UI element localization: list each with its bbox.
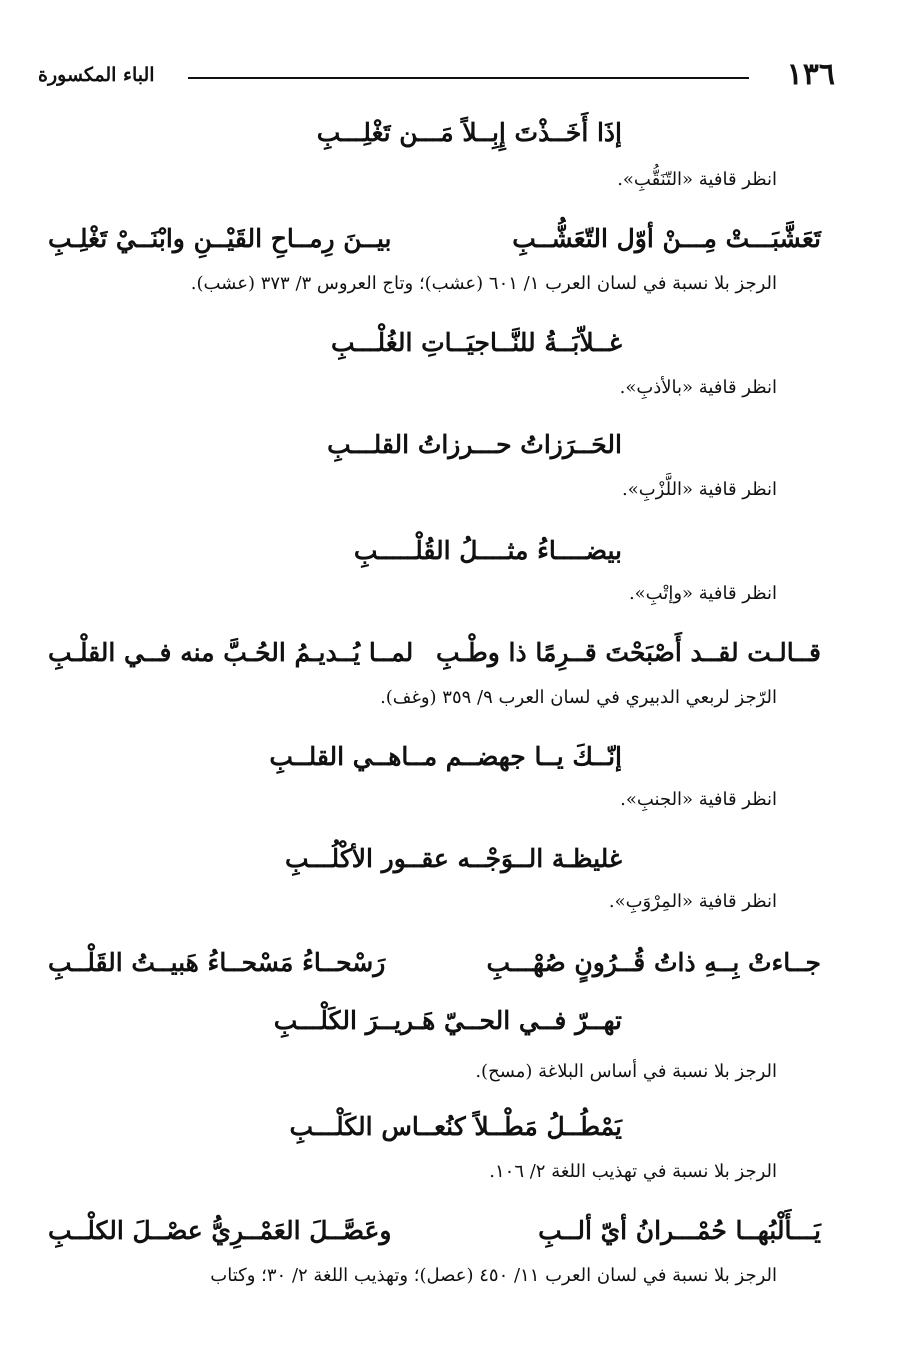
- note: انظر قافية «بالأذبِ».: [619, 377, 777, 398]
- verse-second-line: تهــرّ فــي الحــيّ هَـريــرَ الكَلْـــبِ: [273, 1006, 622, 1035]
- verse: غليظـة الــوَجْــه عقــور الأكْلُـــبِ: [285, 844, 622, 873]
- verse-hemistich-right: جــاءتْ بِــهِ ذاتُ قُــرُونٍ صُهْـــبِ: [486, 948, 821, 977]
- verse-hemistich-left: وعَصَّــلَ العَمْــرِيُّ عصْــلَ الكلْــبِ: [48, 1216, 392, 1245]
- note: انظر قافية «اللَّزْبِ».: [622, 479, 777, 500]
- verse-hemistich-right: قــالـت لقــد أَصْبَحْتَ قــرِمًا ذا وطْـبِ: [436, 638, 821, 667]
- note: انظر قافية «المِرْوَبِ».: [608, 891, 777, 912]
- note: الرجز بلا نسبة في لسان العرب ١/ ٦٠١ (عشب)؛ وتاج العروس ٣/ ٣٧٣ (عشب).: [190, 273, 777, 294]
- page-header: [38, 58, 835, 94]
- verse-hemistich-right: يَـــأَلْبُهــا حُمْـــرانُ أيّ ألــبِ: [538, 1216, 821, 1245]
- verse: يَمْطُــلُ مَطْــلاً كنُعــاس الكَلْـــبِ: [289, 1112, 622, 1141]
- running-title: الباء المكسورة: [38, 64, 155, 86]
- note: انظر قافية «التّنَقُّبِ».: [617, 169, 777, 190]
- verse: الحَــرَزاتُ حـــرزاتُ القلـــبِ: [327, 430, 622, 459]
- note: الرجز بلا نسبة في لسان العرب ١١/ ٤٥٠ (عصل)؛ وتهذيب اللغة ٢/ ٣٠؛ وكتاب: [210, 1265, 777, 1286]
- note: الرّجز لربعي الدبيري في لسان العرب ٩/ ٣٥٩ (وغف).: [380, 687, 777, 708]
- verse: غــلاّبَــةُ للنَّــاجيَــاتِ الغُلْـــبِ: [331, 328, 622, 357]
- note: الرجز بلا نسبة في تهذيب اللغة ٢/ ١٠٦.: [489, 1161, 777, 1182]
- verse: إنّــكَ يــا جهضــم مــاهــي القلــبِ: [269, 742, 622, 771]
- verse-hemistich-right: تَعَشَّبَـــتْ مِـــنْ أوّل التّعَشُّــبِ: [512, 224, 821, 253]
- page-number: ١٣٦: [786, 57, 835, 92]
- verse-hemistich-left: بيــنَ رِمــاحِ القَيْــنِ وابْنَــيْ تَغْلِـبِ: [48, 224, 392, 253]
- note: الرجز بلا نسبة في أساس البلاغة (مسح).: [475, 1061, 777, 1082]
- verse: إذَا أَخَــذْتَ إِبِــلاً مَـــن تَغْلِـــبِ: [316, 118, 622, 147]
- verse-hemistich-left: لمــا يُــديـمُ الحُـبَّ منه فــي القلْـبِ: [48, 638, 414, 667]
- note: انظر قافية «وإتْبِ».: [628, 583, 777, 604]
- header-rule: [188, 77, 749, 79]
- verse-hemistich-left: رَسْحــاءُ مَسْحــاءُ هَبيــتُ القَلْــبِ: [48, 948, 386, 977]
- verse: بيضــــاءُ مثــــلُ القُلْـــــبِ: [353, 536, 622, 565]
- note: انظر قافية «الجنبِ».: [620, 789, 777, 810]
